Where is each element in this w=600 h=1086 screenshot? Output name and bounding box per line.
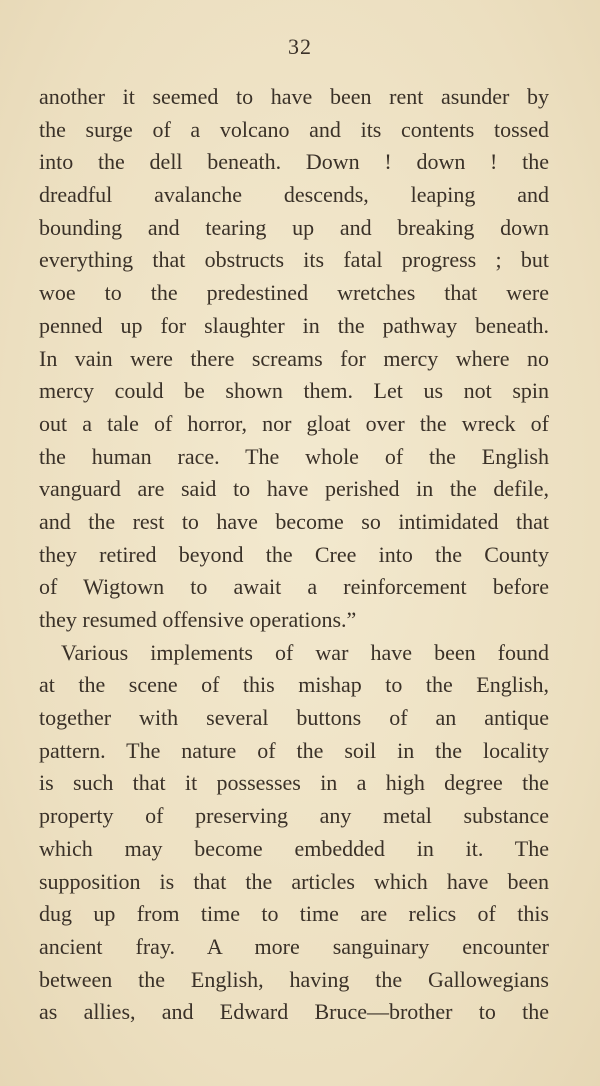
text-line: out a tale of horror, nor gloat over the wreck of bbox=[39, 410, 549, 436]
text-line: supposition is that the articles which have been bbox=[39, 868, 549, 894]
text-line: pattern. The nature of the soil in the locality bbox=[39, 737, 549, 763]
body-text bbox=[39, 81, 549, 1029]
text-line: mercy could be shown them. Let us not spin bbox=[39, 378, 549, 404]
text-line: dreadful avalanche descends, leaping and bbox=[39, 182, 549, 208]
text-line: bounding and tearing up and breaking down bbox=[39, 214, 549, 240]
text-line: at the scene of this mishap to the English, bbox=[39, 672, 549, 698]
text-line: the human race. The whole of the English bbox=[39, 443, 549, 469]
text-line: property of preserving any metal substance bbox=[39, 803, 549, 829]
text-line: ancient fray. A more sanguinary encounter bbox=[39, 933, 549, 959]
text-line: together with several buttons of an antique bbox=[39, 705, 549, 731]
text-line: dug up from time to time are relics of this bbox=[39, 901, 549, 927]
text-line: they resumed offensive operations.” bbox=[39, 607, 357, 632]
text-line: which may become embedded in it. The bbox=[39, 835, 549, 861]
text-line: into the dell beneath. Down ! down ! the bbox=[39, 149, 549, 175]
text-line: is such that it possesses in a high degree the bbox=[39, 770, 549, 796]
text-line: as allies, and Edward Bruce—brother to the bbox=[39, 999, 549, 1025]
text-line: woe to the predestined wretches that were bbox=[39, 280, 549, 306]
text-line: In vain were there screams for mercy where no bbox=[39, 345, 549, 371]
text-line: and the rest to have become so intimidated that bbox=[39, 508, 549, 534]
text-line: they retired beyond the Cree into the County bbox=[39, 541, 549, 567]
text-line: vanguard are said to have perished in the defile, bbox=[39, 476, 549, 502]
text-line: penned up for slaughter in the pathway beneath. bbox=[39, 312, 549, 338]
page-number: 32 bbox=[288, 34, 312, 59]
paragraph-start-line: Various implements of war have been found bbox=[61, 639, 549, 665]
text-line: between the English, having the Gallowegians bbox=[39, 966, 549, 992]
text-line: everything that obstructs its fatal progress ; but bbox=[39, 247, 549, 273]
text-line: another it seemed to have been rent asunder by bbox=[39, 84, 549, 109]
text-line: the surge of a volcano and its contents tossed bbox=[39, 116, 549, 142]
text-line: of Wigtown to await a reinforcement before bbox=[39, 574, 549, 600]
